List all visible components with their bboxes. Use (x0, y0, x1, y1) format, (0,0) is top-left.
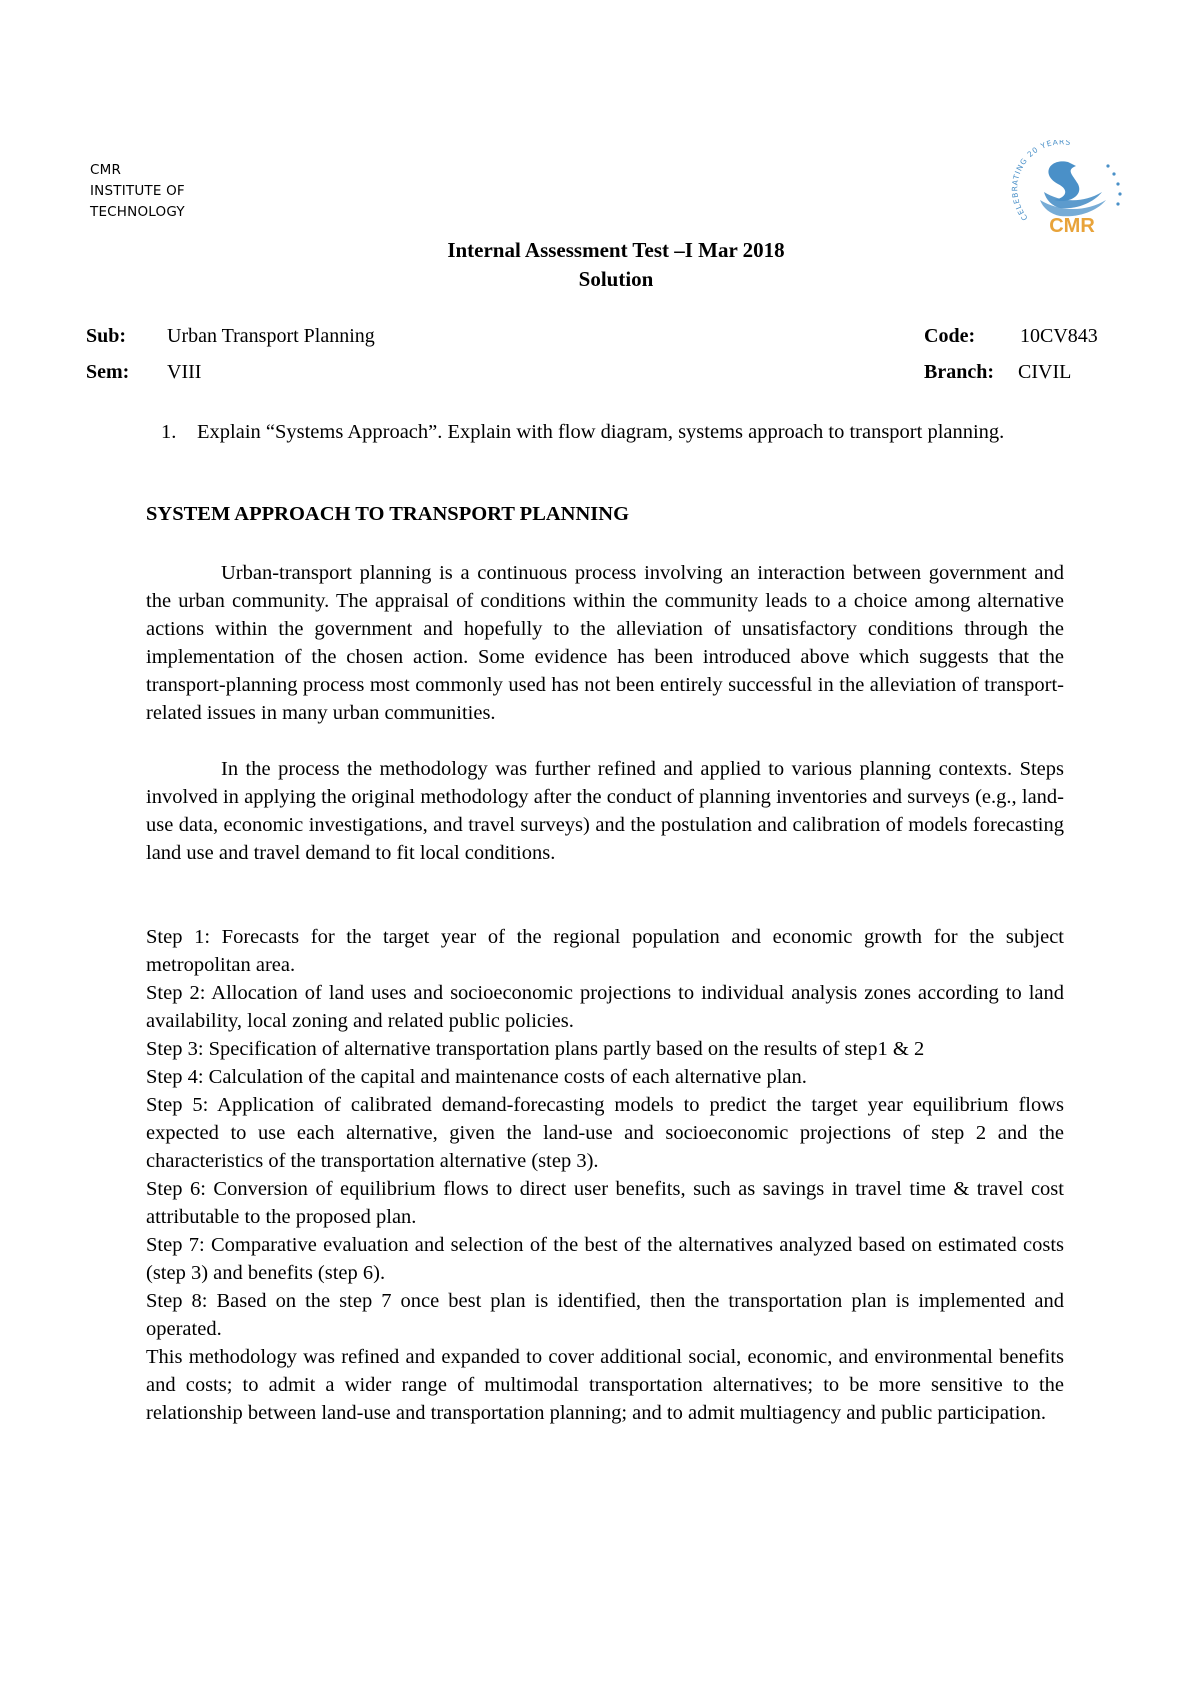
sem-label: Sem: (86, 361, 130, 383)
sub-value: Urban Transport Planning (167, 325, 375, 347)
branch-label: Branch: (924, 361, 994, 383)
sem-value: VIII (167, 361, 202, 383)
step-item: Step 5: Application of calibrated demand-forecasting models to predict the target year equilibrium flows expected to use each alternative, given the land-use and socioeconomic projections of step 2 and the characteristics of the transportation alternative (step 3). (146, 1094, 1064, 1172)
paragraph-intro (146, 559, 1064, 727)
document-title: Internal Assessment Test –I Mar 2018 (447, 238, 785, 262)
question-number: 1. (161, 421, 177, 443)
step-item: Step 8: Based on the step 7 once best plan is identified, then the transportation plan is implemented and operated. (146, 1290, 1064, 1340)
step-item: Step 3: Specification of alternative transportation plans partly based on the results of step1 & 2 (146, 1038, 925, 1060)
steps-list (146, 923, 1064, 1427)
step-item: Step 1: Forecasts for the target year of the regional population and economic growth for the subject metropolitan area. (146, 926, 1064, 976)
institute-line: TECHNOLOGY (90, 204, 185, 220)
institute-line: INSTITUTE OF (90, 183, 185, 199)
question-text: Explain “Systems Approach”. Explain with flow diagram, systems approach to transport planning. (197, 421, 1005, 443)
code-label: Code: (924, 325, 976, 347)
branch-value: CIVIL (1018, 361, 1072, 383)
section-heading: SYSTEM APPROACH TO TRANSPORT PLANNING (146, 503, 630, 525)
logo-text: CMR (1049, 215, 1095, 237)
sub-label: Sub: (86, 325, 127, 347)
document-subtitle: Solution (578, 267, 654, 291)
paragraph-text: In the process the methodology was further refined and applied to various planning contexts. Steps involved in applying the original methodology after the conduct of planning inventories and surveys (e.g., land-use data, economic investigations, and travel surveys) and the postulation and calibration of models forecasting land use and travel demand to fit local conditions. (146, 758, 1064, 864)
paragraph-methodology (146, 755, 1064, 867)
question (161, 418, 1071, 446)
institute-name (90, 160, 185, 223)
step-item: Step 4: Calculation of the capital and maintenance costs of each alternative plan. (146, 1066, 807, 1088)
step-item: Step 6: Conversion of equilibrium flows to direct user benefits, such as savings in travel time & travel cost attributable to the proposed plan. (146, 1178, 1064, 1228)
code-value: 10CV843 (1020, 325, 1098, 347)
paragraph-text: Urban-transport planning is a continuous process involving an interaction between government and the urban community. The appraisal of conditions within the community leads to a choice among alternative actions within the government and hopefully to the alleviation of unsatisfactory conditions through the implementation of the chosen action. Some evidence has been introduced above which suggests that the transport-planning process most commonly used has not been entirely successful in the alleviation of transport-related issues in many urban communities. (146, 562, 1064, 724)
cmr-logo (1010, 140, 1130, 250)
institute-line: CMR (90, 162, 122, 178)
step-item: Step 2: Allocation of land uses and socioeconomic projections to individual analysis zones according to land availability, local zoning and related public policies. (146, 982, 1064, 1032)
dots-decoration (1106, 164, 1121, 205)
closing-paragraph: This methodology was refined and expanded to cover additional social, economic, and environmental benefits and costs; to admit a wider range of multimodal transportation alternatives; to be more sensitive to the relationship between land-use and transportation planning; and to admit multiagency and public participation. (146, 1346, 1064, 1424)
swan-icon (1040, 161, 1106, 216)
step-item: Step 7: Comparative evaluation and selection of the best of the alternatives analyzed based on estimated costs (step 3) and benefits (step 6). (146, 1234, 1064, 1284)
logo-arc-text: CELEBRATING 20 YEARS (1010, 140, 1072, 223)
